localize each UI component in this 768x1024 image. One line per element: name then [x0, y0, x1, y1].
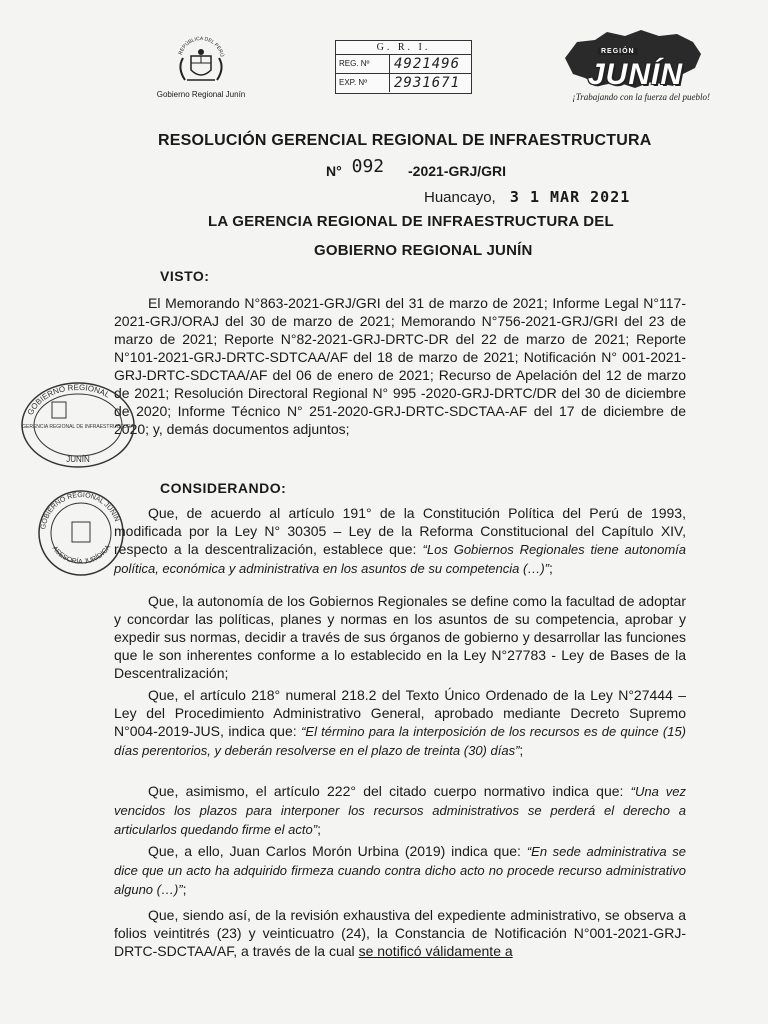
gri-registration-box — [335, 40, 472, 94]
infraestructura-seal-icon — [18, 380, 138, 470]
gri-exp-label: EXP. Nº — [336, 74, 390, 92]
region-junin-logo — [540, 28, 710, 108]
resolution-number-line — [326, 156, 507, 181]
svg-text:REPÚBLICA DEL PERÚ: REPÚBLICA DEL PERÚ — [177, 36, 225, 58]
considerando-paragraph-6: Que, siendo así, de la revisión exhaustiva del expediente administrativo, se observa a folios veintitrés (23) y veinticuatro (24), la Constancia de Notificación N°001-2021-GRJ-DRTC-SDCTAA/AF, a través de la cual se notificó válidamente a — [114, 907, 686, 959]
logo-region-text: REGIÓN — [598, 48, 638, 55]
considerando-paragraph-3: Que, el artículo 218° numeral 218.2 del Texto Único Ordenado de la Ley N°27444 – Ley del Procedimiento Administrativo General, aprobado mediante Decreto Supremo N°004-2019-JUS, indica que: “El término para la interposición de los recursos es de quince (15) días perentorios, y deberán resolverse en el plazo de treinta (30) días”; — [114, 687, 686, 758]
svg-text:JUNÍN: JUNÍN — [66, 455, 90, 464]
number-suffix: -2021-GRJ/GRI — [408, 163, 507, 179]
svg-text:GOBIERNO REGIONAL JUNÍN: GOBIERNO REGIONAL JUNÍN — [40, 491, 120, 530]
visto-paragraph: El Memorando N°863-2021-GRJ/GRI del 31 de marzo de 2021; Informe Legal N°117-2021-GRJ/ORAJ del 30 de marzo de 2021; Memorando N°756-2021-GRJ/GRI del 23 de marzo de 2021; Reporte N°82-2021-GRJ-DRTC-DR del 22 de marzo de 2021; Reporte N°101-2021-GRJ-DRTC-SDTCAA/AF del 18 de marzo de 2021; Notificación N° 001-2021-GRJ-DRTC-SDCTAA/AF del 06 de enero de 2021; Recurso de Apelación del 12 de marzo de 2021; Resolución Directoral Regional N° 995 -2020-GRJ-DRTC/DR del 30 de diciembre de 2020; Informe Técnico N° 251-2020-GRJ-DRTC-SDCTAA-AF del 17 de diciembre de 2020; y, demás documentos adjuntos; — [114, 295, 686, 437]
asesoria-juridica-seal-icon — [36, 488, 126, 578]
place-text: Huancayo, — [424, 189, 496, 206]
svg-text:ASESORÍA JURÍDICA: ASESORÍA JURÍDICA — [50, 543, 113, 566]
logo-brand-text: JUNÍN — [588, 58, 684, 91]
gri-reg-label: REG. Nº — [336, 55, 390, 73]
gri-box-title: G. R. I. — [336, 41, 471, 55]
svg-text:GOBIERNO REGIONAL: GOBIERNO REGIONAL — [25, 382, 112, 417]
logo-slogan: ¡Trabajando con la fuerza del pueblo! — [572, 92, 710, 102]
gri-exp-value: 2931671 — [394, 75, 461, 91]
coat-of-arms-icon — [173, 36, 229, 88]
visto-heading: VISTO: — [160, 268, 210, 284]
considerando-paragraph-4: Que, asimismo, el artículo 222° del citado cuerpo normativo indica que: “Una vez vencidos los plazos para interponer los recursos administrativos se perderá el derecho a articularlos quedando firme el acto”; — [114, 783, 686, 837]
considerando-paragraph-1: Que, de acuerdo al artículo 191° de la Constitución Política del Perú de 1993, modificada por la Ley N° 30305 – Ley de la Reforma Constitucional del Capítulo XIV, respecto a la descentralización, establece que: “Los Gobiernos Regionales tiene autonomía política, económica y administrativa en los asuntos de su competencia (…)”; — [114, 505, 686, 576]
considerando-paragraph-2: Que, la autonomía de los Gobiernos Regionales se define como la facultad de adoptar y concordar las políticas, planes y normas en los asuntos de su competencia, aprobar y expedir sus normas, decidir a través de sus órganos de gobierno y desarrollar las funciones que le son inherentes conforme a lo establecido en la Ley N°27783 - Ley de Bases de la Descentralización; — [114, 593, 686, 681]
number-prefix: N° — [326, 163, 342, 179]
resolution-title: RESOLUCIÓN GERENCIAL REGIONAL DE INFRAESTRUCTURA — [158, 132, 652, 149]
gri-reg-row — [336, 55, 471, 74]
issuer-line-2: GOBIERNO REGIONAL JUNÍN — [314, 242, 533, 259]
date-line — [424, 188, 630, 206]
issuer-line-1: LA GERENCIA REGIONAL DE INFRAESTRUCTURA DEL — [208, 213, 614, 230]
svg-text:GERENCIA REGIONAL DE INFRAESTR: GERENCIA REGIONAL DE INFRAESTRUCTURA — [22, 424, 134, 430]
considerando-heading: CONSIDERANDO: — [160, 480, 287, 496]
considerando-paragraph-5: Que, a ello, Juan Carlos Morón Urbina (2019) indica que: “En sede administrativa se dice que un acto ha adquirido firmeza cuando contra dicho acto no procede recurso administrativo alguno (…)”; — [114, 843, 687, 897]
date-stamp: 3 1 MAR 2021 — [509, 188, 631, 206]
resolution-number: 092 — [351, 156, 385, 177]
gri-reg-value: 4921496 — [394, 56, 461, 72]
gri-exp-row — [336, 74, 471, 92]
left-logo-caption: Gobierno Regional Junín — [156, 90, 246, 99]
gobierno-regional-logo — [146, 36, 256, 99]
